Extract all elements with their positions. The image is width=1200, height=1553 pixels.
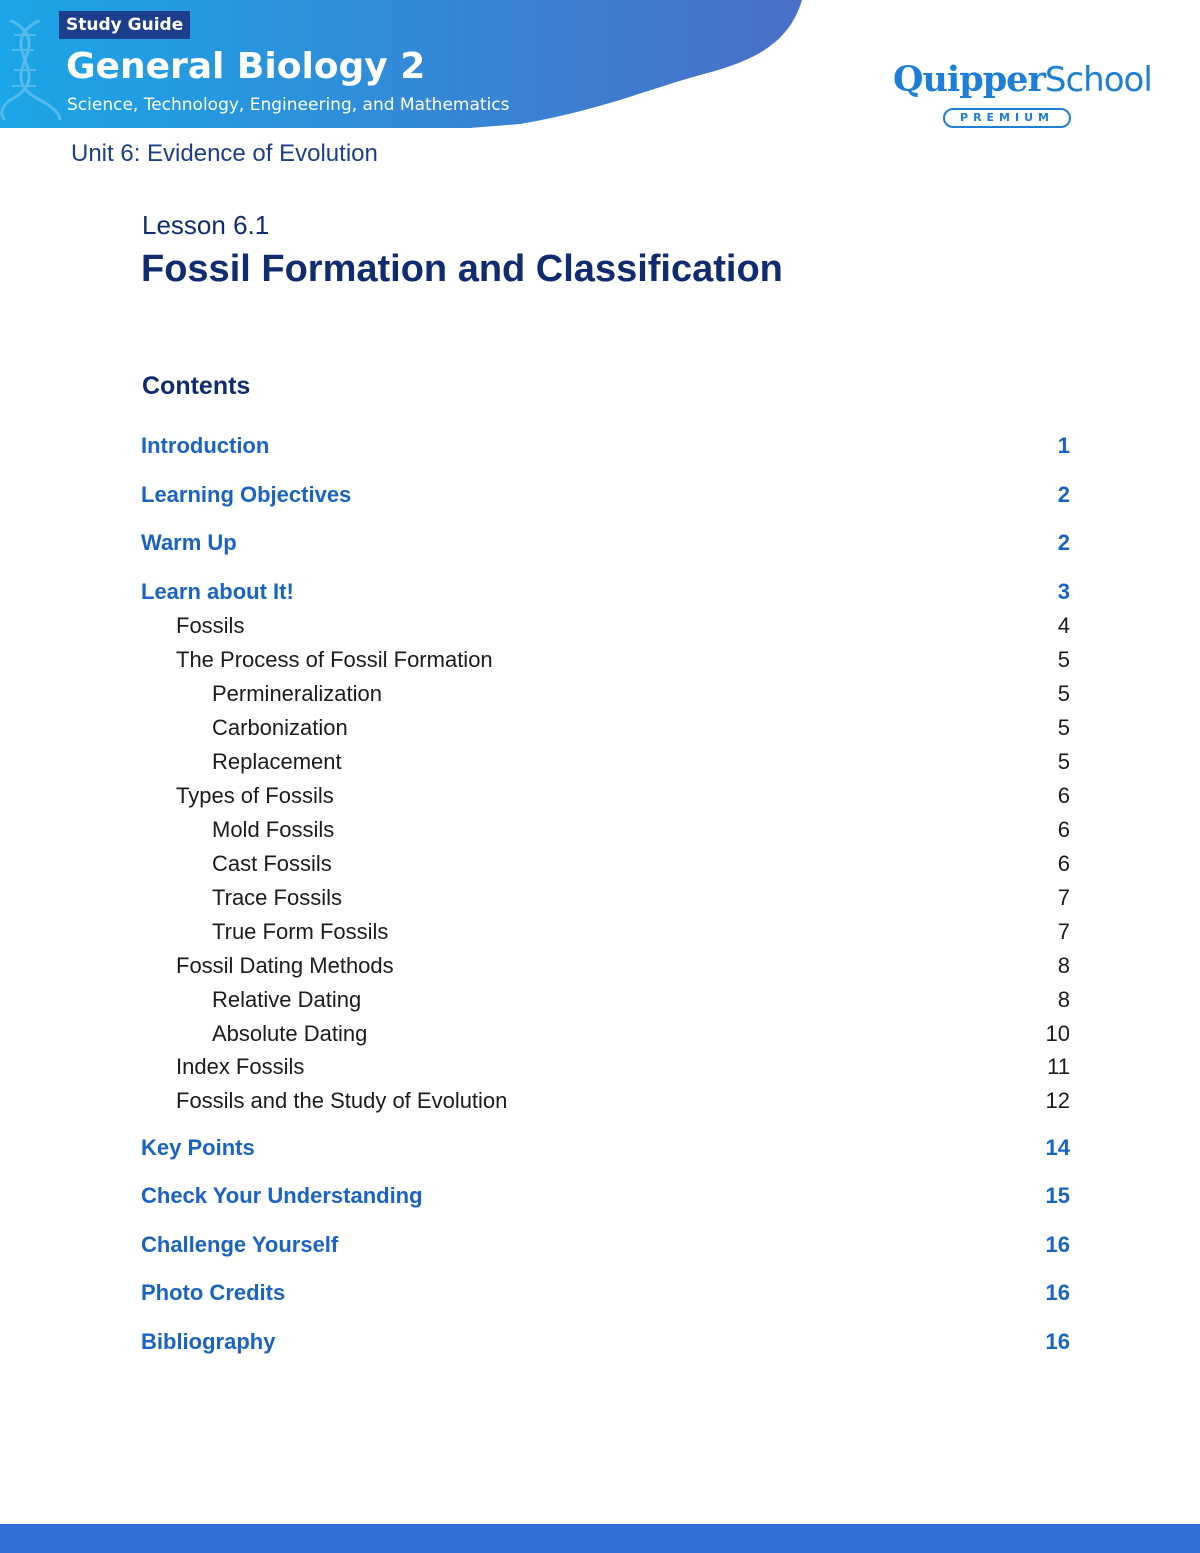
toc-label: Bibliography [141, 1329, 276, 1354]
toc-label: Fossil Dating Methods [176, 953, 394, 978]
toc-item-true-form-fossils[interactable] [0, 917, 1200, 947]
toc-item-learn-about-it[interactable] [0, 577, 1200, 607]
toc-page: 15 [1045, 1183, 1070, 1208]
toc-item-replacement[interactable] [0, 747, 1200, 777]
toc-item-key-points[interactable] [0, 1133, 1200, 1163]
toc-page: 10 [1045, 1021, 1070, 1046]
toc-label: Absolute Dating [212, 1021, 368, 1046]
toc-label: Trace Fossils [212, 885, 342, 910]
toc-page: 7 [1057, 919, 1070, 944]
toc-item-check-your-understanding[interactable] [0, 1181, 1200, 1211]
contents-heading: Contents [142, 372, 251, 400]
toc-item-learning-objectives[interactable] [0, 480, 1200, 510]
toc-item-introduction[interactable] [0, 431, 1200, 461]
toc-item-index-fossils[interactable] [0, 1052, 1200, 1082]
toc-item-warm-up[interactable] [0, 528, 1200, 558]
toc-page: 16 [1045, 1280, 1070, 1305]
toc-label: Fossils [176, 613, 245, 638]
toc-label: Relative Dating [212, 987, 362, 1012]
toc-label: Fossils and the Study of Evolution [176, 1088, 508, 1113]
toc-item-absolute-dating[interactable] [0, 1019, 1200, 1049]
toc-item-challenge-yourself[interactable] [0, 1230, 1200, 1260]
toc-page: 4 [1057, 613, 1070, 638]
toc-label: Index Fossils [176, 1054, 305, 1079]
course-title: General Biology 2 [66, 46, 426, 87]
lesson-title: Fossil Formation and Classification [141, 248, 783, 290]
toc-page: 12 [1045, 1088, 1070, 1113]
toc-item-fossil-dating-methods[interactable] [0, 951, 1200, 981]
toc-item-relative-dating[interactable] [0, 985, 1200, 1015]
toc-page: 5 [1057, 647, 1070, 672]
toc-page: 1 [1057, 433, 1070, 458]
toc-page: 2 [1057, 482, 1070, 507]
toc-page: 6 [1057, 851, 1070, 876]
toc-label: The Process of Fossil Formation [176, 647, 493, 672]
toc-label: Challenge Yourself [141, 1232, 339, 1257]
toc-page: 8 [1057, 953, 1070, 978]
quipper-school-logo [893, 58, 1152, 133]
study-guide-badge: Study Guide [59, 11, 190, 39]
toc-item-cast-fossils[interactable] [0, 849, 1200, 879]
toc-page: 3 [1057, 579, 1070, 604]
toc-label: Types of Fossils [176, 783, 334, 808]
toc-item-trace-fossils[interactable] [0, 883, 1200, 913]
footer-bar [0, 1524, 1200, 1553]
toc-label: Learning Objectives [141, 482, 352, 507]
toc-label: Cast Fossils [212, 851, 332, 876]
toc-item-fossils[interactable] [0, 611, 1200, 641]
toc-page: 8 [1057, 987, 1070, 1012]
toc-label: True Form Fossils [212, 919, 389, 944]
toc-label: Warm Up [141, 530, 237, 555]
toc-label: Replacement [212, 749, 342, 774]
toc-page: 5 [1057, 681, 1070, 706]
toc-item-process-of-fossil-formation[interactable] [0, 645, 1200, 675]
toc-page: 16 [1045, 1232, 1070, 1257]
lesson-number: Lesson 6.1 [142, 210, 270, 240]
toc-label: Carbonization [212, 715, 348, 740]
toc-label: Permineralization [212, 681, 382, 706]
toc-item-permineralization[interactable] [0, 679, 1200, 709]
toc-item-fossils-and-evolution[interactable] [0, 1086, 1200, 1116]
toc-label: Photo Credits [141, 1280, 286, 1305]
header-banner [0, 0, 805, 130]
toc-page: 2 [1057, 530, 1070, 555]
toc-label: Learn about It! [141, 579, 294, 604]
toc-page: 16 [1045, 1329, 1070, 1354]
course-subtitle: Science, Technology, Engineering, and Mathematics [67, 95, 510, 115]
toc-label: Check Your Understanding [141, 1183, 423, 1208]
premium-pill: PREMIUM [943, 108, 1071, 128]
toc-page: 6 [1057, 817, 1070, 842]
toc-page: 14 [1045, 1135, 1070, 1160]
logo-school: School [1044, 60, 1152, 100]
logo-quipper: Quipper [893, 59, 1045, 100]
toc-page: 7 [1057, 885, 1070, 910]
toc-item-bibliography[interactable] [0, 1327, 1200, 1357]
toc-item-photo-credits[interactable] [0, 1278, 1200, 1308]
toc-page: 6 [1057, 783, 1070, 808]
toc-label: Key Points [141, 1135, 255, 1160]
toc-page: 5 [1057, 715, 1070, 740]
toc-label: Mold Fossils [212, 817, 335, 842]
toc-page: 5 [1057, 749, 1070, 774]
toc-item-carbonization[interactable] [0, 713, 1200, 743]
toc-page: 11 [1047, 1054, 1070, 1079]
toc-item-types-of-fossils[interactable] [0, 781, 1200, 811]
unit-heading: Unit 6: Evidence of Evolution [71, 140, 378, 167]
toc-label: Introduction [141, 433, 270, 458]
toc-item-mold-fossils[interactable] [0, 815, 1200, 845]
